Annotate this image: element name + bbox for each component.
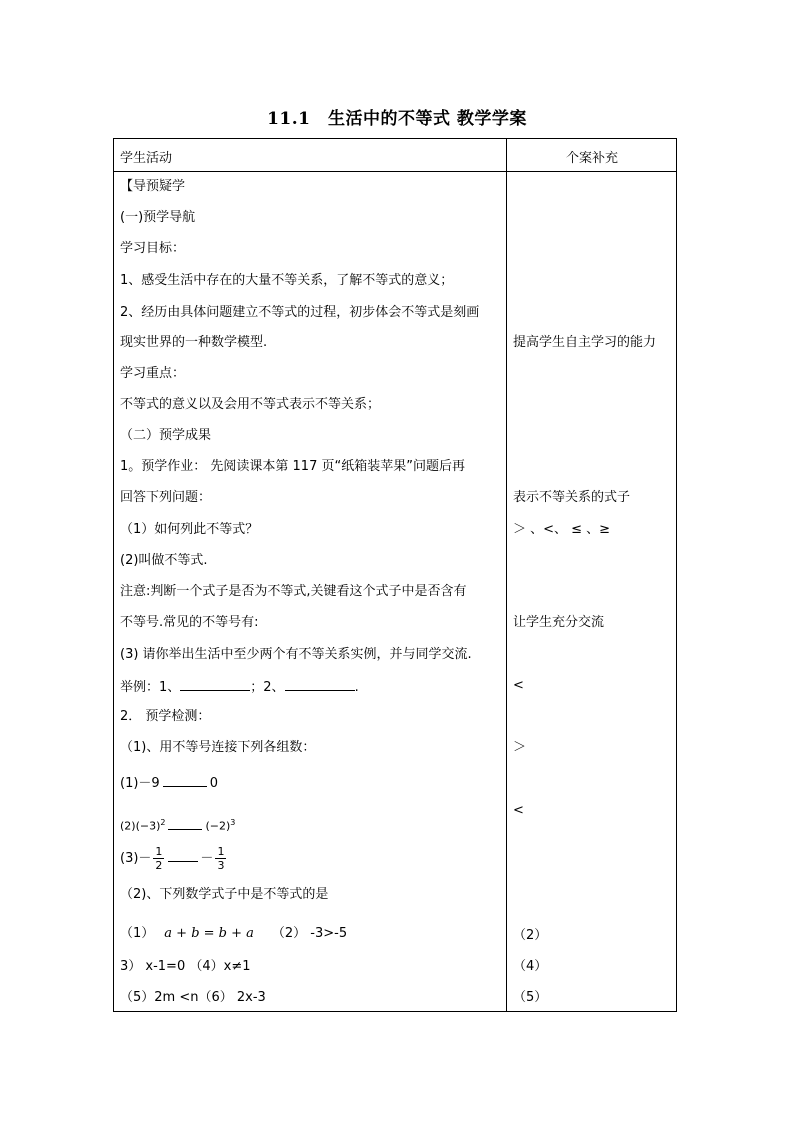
example-line [120, 678, 359, 696]
exercise-2-row-1 [120, 926, 347, 942]
exercise-2-row-2: 3） x-1=0 （4）x≠1 [120, 959, 251, 974]
answer-blank[interactable] [163, 774, 207, 787]
section-heading: 【导预疑学 [120, 179, 186, 194]
exercise-1-item-1 [120, 774, 218, 792]
learning-goals-label: 学习目标： [120, 241, 186, 256]
exponent: 2 [160, 818, 166, 827]
option-1-label: （1） [120, 926, 155, 941]
note-inequality-signs: ＞ 、<、 ≤ 、≥ [513, 522, 611, 537]
page-title: 11.1 生活中的不等式 教学学案 [267, 109, 527, 129]
exponent: 3 [230, 818, 236, 827]
pre-test-heading: 2． 预学检测： [120, 709, 211, 724]
note-inequality-expression: 表示不等关系的式子 [513, 490, 631, 505]
exercise-2-prompt: （2)、下列数学式子中是不等式的是 [120, 887, 329, 902]
numerator: 1 [217, 845, 225, 858]
goal-1: 1、感受生活中存在的大量不等关系，了解不等式的意义； [120, 273, 454, 288]
answer-blank[interactable] [168, 849, 198, 862]
item-2-left: (2)(−3) [120, 819, 161, 833]
answer-blank[interactable] [168, 817, 202, 830]
answer-blank[interactable] [180, 678, 250, 691]
lesson-table [113, 138, 677, 1012]
exercise-1-item-3 [120, 844, 228, 874]
subsection-heading: (一)预学导航 [120, 210, 196, 225]
exercise-2-row-3: （5）2m <n（6） 2x-3 [120, 990, 266, 1005]
note-cont: 不等号.常见的不等号有: [120, 615, 259, 630]
question-2: (2)叫做不等式. [120, 553, 208, 568]
option-2: （2） -3>-5 [271, 926, 348, 941]
question-3: (3) 请你举出生活中至少两个有不等关系实例，并与同学交流. [120, 647, 472, 662]
example-label-2: ；2、 [250, 680, 285, 695]
fraction [215, 845, 226, 872]
header-case-supplement: 个案补充 [565, 151, 618, 166]
exercise-1-prompt: （1)、用不等号连接下列各组数： [120, 740, 316, 755]
example-end: . [354, 680, 359, 695]
note-exchange: 让学生充分交流 [513, 615, 605, 630]
denominator: 2 [155, 859, 163, 872]
answer-option-4: （4） [513, 959, 548, 974]
column-divider [506, 139, 507, 1011]
item-3-left: (3)－ [120, 851, 152, 866]
item-2-right: (−2) [205, 819, 231, 833]
option-1-math: a + b = b + a [164, 926, 254, 941]
denominator: 3 [217, 859, 225, 872]
minus-sign: － [200, 851, 214, 866]
assignment-1: 1。预学作业： 先阅读课本第 117 页“纸箱装苹果”问题后再 [120, 459, 465, 474]
question-1: （1）如何列此不等式？ [120, 522, 259, 537]
subsection-heading-2: （二）预学成果 [120, 428, 212, 443]
answer-blank[interactable] [285, 678, 355, 691]
example-label-1: 举例：1、 [120, 680, 181, 695]
key-points: 不等式的意义以及会用不等式表示不等关系； [120, 397, 381, 412]
answer-item-2: < [513, 803, 524, 818]
numerator: 1 [155, 845, 163, 858]
assignment-1-cont: 回答下列问题： [120, 490, 212, 505]
fraction [153, 845, 164, 872]
note: 注意:判断一个式子是否为不等式,关键看这个式子中是否含有 [120, 584, 467, 599]
header-divider [114, 171, 676, 172]
goal-2-cont: 现实世界的一种数学模型. [120, 335, 268, 350]
goal-2: 2、经历由具体问题建立不等式的过程，初步体会不等式是刻画 [120, 305, 480, 320]
item-1-right: 0 [209, 776, 218, 791]
answer-option-2: （2） [513, 928, 548, 943]
header-student-activity: 学生活动 [120, 151, 173, 166]
key-points-label: 学习重点： [120, 366, 186, 381]
note-ability: 提高学生自主学习的能力 [513, 335, 657, 350]
answer-option-5: （5） [513, 990, 548, 1005]
item-1-left: (1)－9 [120, 776, 160, 791]
answer-example: < [513, 678, 524, 693]
exercise-1-item-2 [120, 815, 235, 835]
answer-item-1: ＞ [513, 740, 527, 755]
